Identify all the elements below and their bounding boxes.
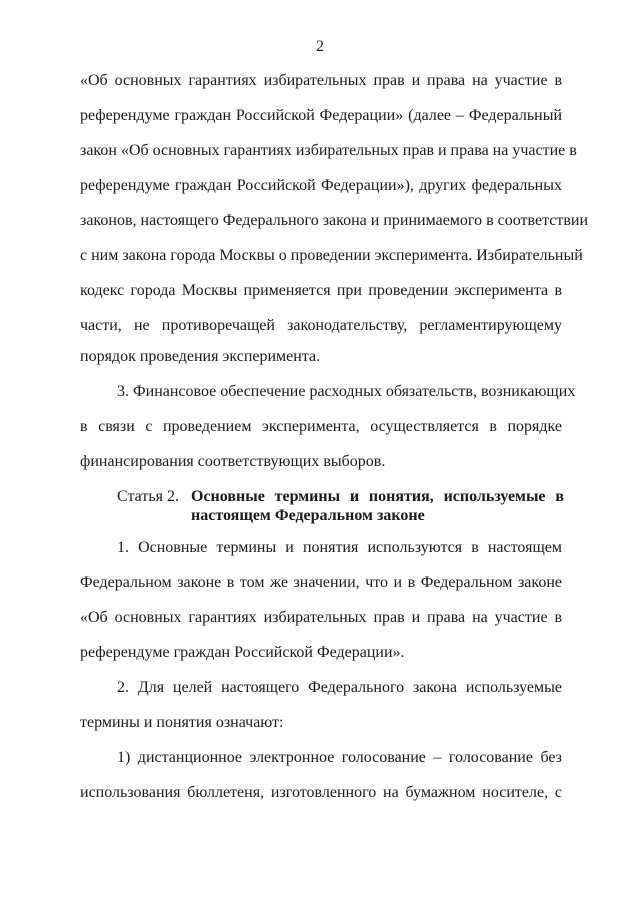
para1-line: референдуме граждан Российской Федерации»), других федеральных [80,177,562,194]
para3-line: «Об основных гарантиях избирательных прав и права на участие в [80,609,562,626]
para1-line: референдуме граждан Российской Федерации» (далее – Федеральный [80,107,562,124]
para4-line: термины и понятия означают: [80,714,284,731]
para1-line: с ним закона города Москвы о проведении эксперимента. Избирательный [80,247,583,264]
para3-line: Федеральном законе в том же значении, что и в Федеральном законе [80,574,562,591]
article-title-line: настоящем Федеральном законе [191,507,425,524]
para1-line: части, не противоречащей законодательству, регламентирующему [80,317,562,334]
para3-line: референдуме граждан Российской Федерации». [80,644,405,661]
para2-line: финансирования соответствующих выборов. [80,453,386,470]
article-label: Статья 2. [117,488,179,505]
para1-line: «Об основных гарантиях избирательных прав и права на участие в [80,72,562,89]
para5-line: использования бюллетеня, изготовленного на бумажном носителе, с [80,784,562,801]
article-title-line: Основные термины и понятия, используемые в [191,488,564,505]
para1-line: кодекс города Москвы применяется при проведении эксперимента в [80,282,562,299]
article-title [191,487,564,525]
para2-line: в связи с проведением эксперимента, осуществляется в порядке [80,418,562,435]
page-number: 2 [316,38,324,55]
para3-line: 1. Основные термины и понятия используются в настоящем [117,539,562,556]
para1-line: законов, настоящего Федерального закона и принимаемого в соответствии [80,212,589,229]
para4-line: 2. Для целей настоящего Федерального закона используемые [117,679,562,696]
para2-line: 3. Финансовое обеспечение расходных обязательств, возникающих [117,383,576,400]
para5-line: 1) дистанционное электронное голосование – голосование без [117,749,562,766]
para1-line: закон «Об основных гарантиях избирательных прав и права на участие в [80,142,577,159]
para1-line: порядок проведения эксперимента. [80,348,321,365]
